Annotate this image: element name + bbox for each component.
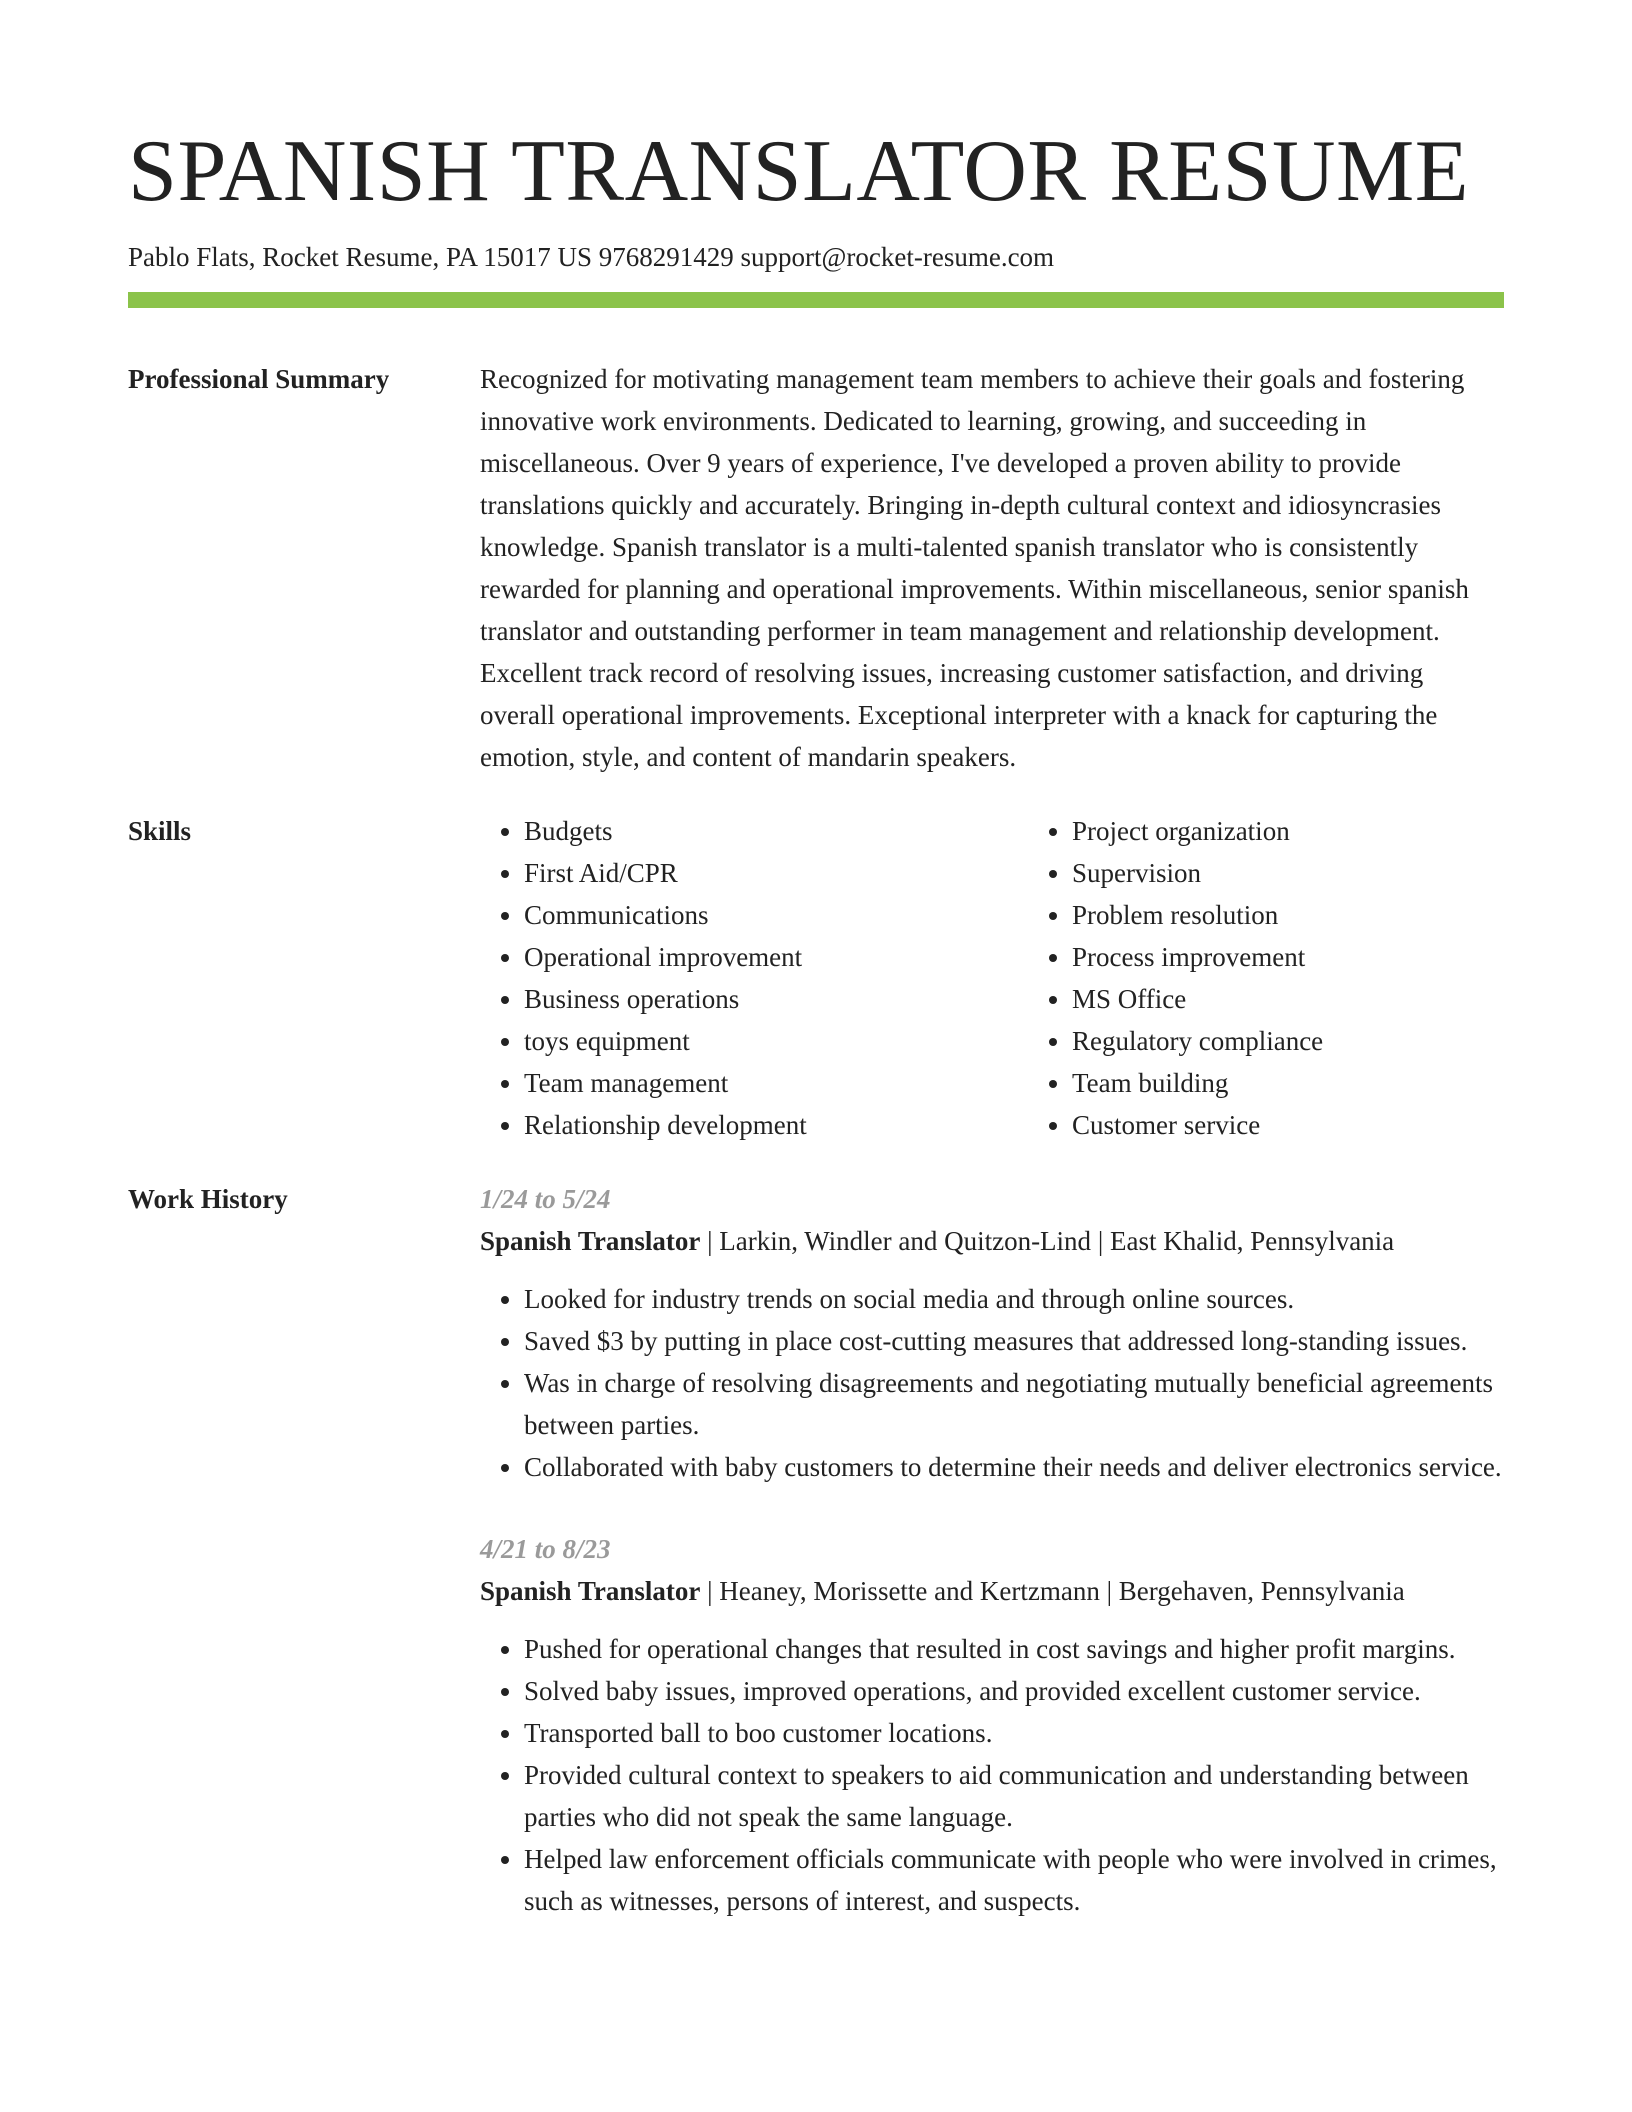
job-title-line — [480, 1570, 1504, 1612]
skill-item: • Regulatory compliance — [1072, 1020, 1532, 1062]
skill-item: • MS Office — [1072, 978, 1532, 1020]
job-separator: | — [700, 1576, 720, 1606]
job-bullet: • Provided cultural context to speakers to aid communication and understanding between parties who did not speak the same language. — [524, 1754, 1504, 1838]
job-bullet: • Transported ball to boo customer locations. — [524, 1712, 1504, 1754]
skill-item: • Operational improvement — [524, 936, 984, 978]
skill-item: • Project organization — [1072, 810, 1532, 852]
skills-body — [480, 810, 1504, 1146]
job-title: Spanish Translator — [480, 1576, 701, 1606]
skill-item: • toys equipment — [524, 1020, 984, 1062]
job-bullet: • Looked for industry trends on social media and through online sources. — [524, 1278, 1504, 1320]
job-location: Bergehaven, Pennsylvania — [1118, 1576, 1405, 1606]
work-history-body — [480, 1178, 1504, 1962]
summary-text: Recognized for motivating management team members to achieve their goals and fostering innovative work environments. Dedicated to learning, growing, and succeeding in miscellaneous. Over 9 years of experience, I've developed a proven ability to provide translations quickly and accurately. Bringing in-depth cultural context and idiosyncrasies knowledge. Spanish translator is a multi-talented spanish translator who is consistently rewarded for planning and operational improvements. Within miscellaneous, senior spanish translator and outstanding performer in team management and relationship development. Excellent track record of resolving issues, increasing customer satisfaction, and driving overall operational improvements. Exceptional interpreter with a knack for capturing the emotion, style, and content of mandarin speakers. — [480, 364, 1469, 772]
job-separator: | — [1099, 1576, 1119, 1606]
skill-item: • Customer service — [1072, 1104, 1532, 1146]
job-company: Larkin, Windler and Quitzon-Lind — [719, 1226, 1092, 1256]
job-separator: | — [700, 1226, 720, 1256]
skill-item: • Team building — [1072, 1062, 1532, 1104]
skills-list-right — [1028, 810, 1532, 1146]
contact-line: Pablo Flats, Rocket Resume, PA 15017 US 9768291429 support@rocket-resume.com — [128, 242, 1055, 272]
skills-section — [128, 810, 1504, 1146]
header-divider — [128, 292, 1504, 308]
job-bullet: • Solved baby issues, improved operations, and provided excellent customer service. — [524, 1670, 1504, 1712]
job-bullets — [480, 1278, 1504, 1488]
work-history-label: Work History — [128, 1184, 288, 1214]
job-company: Heaney, Morissette and Kertzmann — [719, 1576, 1100, 1606]
job-dates: 1/24 to 5/24 — [480, 1184, 611, 1214]
job-title: Spanish Translator — [480, 1226, 701, 1256]
job-dates: 4/21 to 8/23 — [480, 1534, 611, 1564]
skill-item: • First Aid/CPR — [524, 852, 984, 894]
job-entry — [480, 1178, 1504, 1488]
skill-item: • Problem resolution — [1072, 894, 1532, 936]
job-bullet: • Was in charge of resolving disagreements and negotiating mutually beneficial agreements between parties. — [524, 1362, 1504, 1446]
job-bullet: • Saved $3 by putting in place cost-cutting measures that addressed long-standing issues. — [524, 1320, 1504, 1362]
job-bullet: • Collaborated with baby customers to determine their needs and deliver electronics service. — [524, 1446, 1504, 1488]
skill-item: • Business operations — [524, 978, 984, 1020]
work-history-section — [128, 1178, 1504, 1962]
skill-item: • Process improvement — [1072, 936, 1532, 978]
job-title-line — [480, 1220, 1504, 1262]
skill-item: • Communications — [524, 894, 984, 936]
skills-label: Skills — [128, 816, 192, 846]
job-entry — [480, 1528, 1504, 1922]
job-bullet: • Helped law enforcement officials communicate with people who were involved in crimes, such as witnesses, persons of interest, and suspects. — [524, 1838, 1504, 1922]
skills-list-left — [480, 810, 984, 1146]
job-bullet: • Pushed for operational changes that resulted in cost savings and higher profit margins. — [524, 1628, 1504, 1670]
job-bullets — [480, 1628, 1504, 1922]
job-location: East Khalid, Pennsylvania — [1109, 1226, 1395, 1256]
summary-label: Professional Summary — [128, 364, 390, 394]
resume-page — [128, 0, 1504, 1962]
skill-item: • Relationship development — [524, 1104, 984, 1146]
summary-body — [480, 358, 1504, 778]
skill-item: • Supervision — [1072, 852, 1532, 894]
job-separator: | — [1091, 1226, 1110, 1256]
summary-section — [128, 358, 1504, 778]
skills-grid — [480, 810, 1504, 1146]
skill-item: • Budgets — [524, 810, 984, 852]
resume-title: SPANISH TRANSLATOR RESUME — [128, 123, 1470, 220]
skill-item: • Team management — [524, 1062, 984, 1104]
